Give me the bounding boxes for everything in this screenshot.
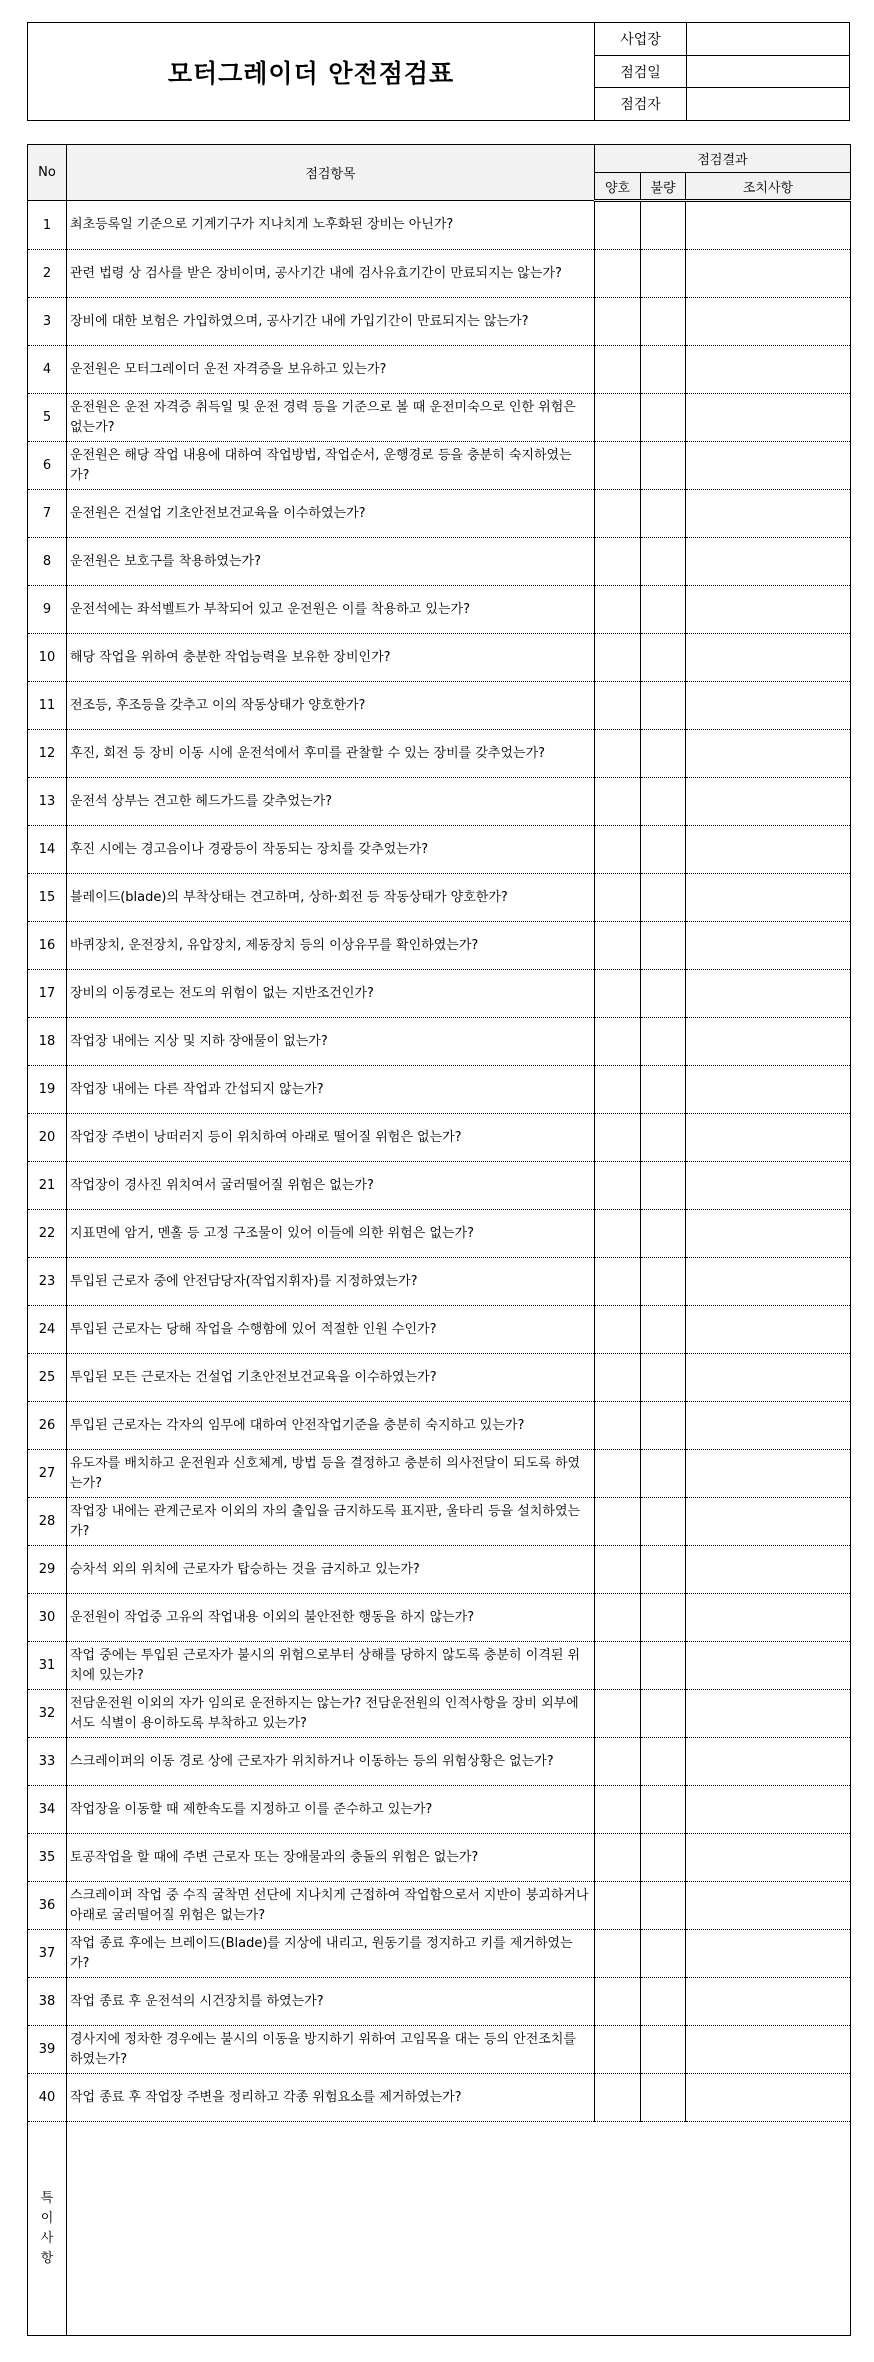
action-cell[interactable] bbox=[686, 1546, 851, 1594]
row-number: 22 bbox=[28, 1210, 67, 1258]
action-cell[interactable] bbox=[686, 538, 851, 586]
action-cell[interactable] bbox=[686, 682, 851, 730]
table-row bbox=[28, 922, 851, 970]
site-field[interactable] bbox=[687, 23, 849, 55]
row-number: 23 bbox=[28, 1258, 67, 1306]
col-good: 양호 bbox=[595, 173, 641, 201]
good-checkbox[interactable] bbox=[595, 922, 641, 970]
good-checkbox[interactable] bbox=[595, 538, 641, 586]
check-item: 운전원이 작업중 고유의 작업내용 이외의 불안전한 행동을 하지 않는가? bbox=[67, 1594, 595, 1642]
row-number: 3 bbox=[28, 298, 67, 346]
table-row bbox=[28, 1834, 851, 1882]
title-box bbox=[27, 22, 850, 121]
good-checkbox[interactable] bbox=[595, 1594, 641, 1642]
check-item: 해당 작업을 위하여 충분한 작업능력을 보유한 장비인가? bbox=[67, 634, 595, 682]
bad-checkbox[interactable] bbox=[641, 1642, 686, 1690]
remarks-row bbox=[28, 2122, 851, 2336]
row-number: 25 bbox=[28, 1354, 67, 1402]
action-cell[interactable] bbox=[686, 1690, 851, 1738]
bad-checkbox[interactable] bbox=[641, 922, 686, 970]
action-cell[interactable] bbox=[686, 874, 851, 922]
meta-row-inspector bbox=[595, 88, 849, 120]
bad-checkbox[interactable] bbox=[641, 970, 686, 1018]
good-checkbox[interactable] bbox=[595, 730, 641, 778]
good-checkbox[interactable] bbox=[595, 394, 641, 442]
action-cell[interactable] bbox=[686, 826, 851, 874]
row-number: 40 bbox=[28, 2074, 67, 2122]
bad-checkbox[interactable] bbox=[641, 2026, 686, 2074]
check-item: 운전원은 모터그레이더 운전 자격증을 보유하고 있는가? bbox=[67, 346, 595, 394]
good-checkbox[interactable] bbox=[595, 970, 641, 1018]
check-item: 작업장 내에는 관계근로자 이외의 자의 출입을 금지하도록 표지판, 울타리 등을 설치하였는가? bbox=[67, 1498, 595, 1546]
bad-checkbox[interactable] bbox=[641, 1498, 686, 1546]
remarks-label-char: 사 bbox=[40, 2230, 54, 2246]
row-number: 34 bbox=[28, 1786, 67, 1834]
good-checkbox[interactable] bbox=[595, 1738, 641, 1786]
table-row bbox=[28, 346, 851, 394]
field-label: 점검일 bbox=[595, 56, 687, 88]
meta-fields bbox=[595, 23, 849, 120]
table-row bbox=[28, 2026, 851, 2074]
bad-checkbox[interactable] bbox=[641, 394, 686, 442]
good-checkbox[interactable] bbox=[595, 1978, 641, 2026]
row-number: 27 bbox=[28, 1450, 67, 1498]
bad-checkbox[interactable] bbox=[641, 1738, 686, 1786]
good-checkbox[interactable] bbox=[595, 1930, 641, 1978]
good-checkbox[interactable] bbox=[595, 1306, 641, 1354]
check-item: 작업장 내에는 다른 작업과 간섭되지 않는가? bbox=[67, 1066, 595, 1114]
table-row bbox=[28, 730, 851, 778]
row-number: 35 bbox=[28, 1834, 67, 1882]
table-row bbox=[28, 442, 851, 490]
check-item: 투입된 근로자는 각자의 임무에 대하여 안전작업기준을 충분히 숙지하고 있는가? bbox=[67, 1402, 595, 1450]
action-cell[interactable] bbox=[686, 1978, 851, 2026]
action-cell[interactable] bbox=[686, 1066, 851, 1114]
remarks-label-char: 이 bbox=[40, 2210, 54, 2226]
checklist-table bbox=[27, 144, 851, 2336]
inspector-field[interactable] bbox=[687, 88, 849, 120]
action-cell[interactable] bbox=[686, 1258, 851, 1306]
table-row bbox=[28, 778, 851, 826]
row-number: 17 bbox=[28, 970, 67, 1018]
check-item: 작업장을 이동할 때 제한속도를 지정하고 이를 준수하고 있는가? bbox=[67, 1786, 595, 1834]
table-row bbox=[28, 394, 851, 442]
table-row bbox=[28, 201, 851, 250]
bad-checkbox[interactable] bbox=[641, 201, 686, 250]
bad-checkbox[interactable] bbox=[641, 1306, 686, 1354]
good-checkbox[interactable] bbox=[595, 1162, 641, 1210]
table-row bbox=[28, 970, 851, 1018]
table-row bbox=[28, 298, 851, 346]
row-number: 28 bbox=[28, 1498, 67, 1546]
bad-checkbox[interactable] bbox=[641, 1162, 686, 1210]
good-checkbox[interactable] bbox=[595, 826, 641, 874]
good-checkbox[interactable] bbox=[595, 1690, 641, 1738]
good-checkbox[interactable] bbox=[595, 1642, 641, 1690]
row-number: 4 bbox=[28, 346, 67, 394]
table-row bbox=[28, 1066, 851, 1114]
table-row bbox=[28, 1642, 851, 1690]
action-cell[interactable] bbox=[686, 1306, 851, 1354]
action-cell[interactable] bbox=[686, 1354, 851, 1402]
good-checkbox[interactable] bbox=[595, 1882, 641, 1930]
row-number: 12 bbox=[28, 730, 67, 778]
check-item: 토공작업을 할 때에 주변 근로자 또는 장애물과의 충돌의 위험은 없는가? bbox=[67, 1834, 595, 1882]
bad-checkbox[interactable] bbox=[641, 442, 686, 490]
action-cell[interactable] bbox=[686, 634, 851, 682]
action-cell[interactable] bbox=[686, 201, 851, 250]
good-checkbox[interactable] bbox=[595, 1498, 641, 1546]
bad-checkbox[interactable] bbox=[641, 826, 686, 874]
row-number: 15 bbox=[28, 874, 67, 922]
row-number: 5 bbox=[28, 394, 67, 442]
check-item: 운전원은 보호구를 착용하였는가? bbox=[67, 538, 595, 586]
action-cell[interactable] bbox=[686, 1498, 851, 1546]
bad-checkbox[interactable] bbox=[641, 1018, 686, 1066]
row-number: 14 bbox=[28, 826, 67, 874]
bad-checkbox[interactable] bbox=[641, 250, 686, 298]
check-item: 후진, 회전 등 장비 이동 시에 운전석에서 후미를 관찰할 수 있는 장비를 갖추었는가? bbox=[67, 730, 595, 778]
good-checkbox[interactable] bbox=[595, 1834, 641, 1882]
check-item: 작업 종료 후 운전석의 시건장치를 하였는가? bbox=[67, 1978, 595, 2026]
action-cell[interactable] bbox=[686, 1834, 851, 1882]
row-number: 26 bbox=[28, 1402, 67, 1450]
check-item: 운전원은 운전 자격증 취득일 및 운전 경력 등을 기준으로 볼 때 운전미숙으로 인한 위험은 없는가? bbox=[67, 394, 595, 442]
check-item: 승차석 외의 위치에 근로자가 탑승하는 것을 금지하고 있는가? bbox=[67, 1546, 595, 1594]
table-row bbox=[28, 874, 851, 922]
bad-checkbox[interactable] bbox=[641, 1690, 686, 1738]
page-title: 모터그레이더 안전점검표 bbox=[28, 23, 595, 120]
bad-checkbox[interactable] bbox=[641, 1450, 686, 1498]
table-row bbox=[28, 1306, 851, 1354]
check-item: 블레이드(blade)의 부착상태는 견고하며, 상하·회전 등 작동상태가 양호한가? bbox=[67, 874, 595, 922]
row-number: 16 bbox=[28, 922, 67, 970]
check-item: 후진 시에는 경고음이나 경광등이 작동되는 장치를 갖추었는가? bbox=[67, 826, 595, 874]
row-number: 21 bbox=[28, 1162, 67, 1210]
table-row bbox=[28, 682, 851, 730]
table-row bbox=[28, 1354, 851, 1402]
check-item: 투입된 근로자는 당해 작업을 수행함에 있어 적절한 인원 수인가? bbox=[67, 1306, 595, 1354]
bad-checkbox[interactable] bbox=[641, 1354, 686, 1402]
row-number: 24 bbox=[28, 1306, 67, 1354]
meta-row-date bbox=[595, 56, 849, 89]
action-cell[interactable] bbox=[686, 250, 851, 298]
row-number: 29 bbox=[28, 1546, 67, 1594]
bad-checkbox[interactable] bbox=[641, 1930, 686, 1978]
check-item: 작업 종료 후에는 브레이드(Blade)를 지상에 내리고, 원동기를 정지하고 키를 제거하였는가? bbox=[67, 1930, 595, 1978]
bad-checkbox[interactable] bbox=[641, 298, 686, 346]
check-item: 유도자를 배치하고 운전원과 신호체계, 방법 등을 결정하고 충분히 의사전달이 되도록 하였는가? bbox=[67, 1450, 595, 1498]
action-cell[interactable] bbox=[686, 1018, 851, 1066]
good-checkbox[interactable] bbox=[595, 778, 641, 826]
check-item: 작업장 내에는 지상 및 지하 장애물이 없는가? bbox=[67, 1018, 595, 1066]
good-checkbox[interactable] bbox=[595, 1546, 641, 1594]
table-row bbox=[28, 1738, 851, 1786]
action-cell[interactable] bbox=[686, 1594, 851, 1642]
action-cell[interactable] bbox=[686, 490, 851, 538]
action-cell[interactable] bbox=[686, 2026, 851, 2074]
row-number: 6 bbox=[28, 442, 67, 490]
good-checkbox[interactable] bbox=[595, 586, 641, 634]
row-number: 13 bbox=[28, 778, 67, 826]
bad-checkbox[interactable] bbox=[641, 1258, 686, 1306]
bad-checkbox[interactable] bbox=[641, 1594, 686, 1642]
meta-row-site bbox=[595, 23, 849, 56]
col-bad: 불량 bbox=[641, 173, 686, 201]
check-item: 바퀴장치, 운전장치, 유압장치, 제동장치 등의 이상유무를 확인하였는가? bbox=[67, 922, 595, 970]
action-cell[interactable] bbox=[686, 1738, 851, 1786]
good-checkbox[interactable] bbox=[595, 1402, 641, 1450]
action-cell[interactable] bbox=[686, 1786, 851, 1834]
bad-checkbox[interactable] bbox=[641, 1210, 686, 1258]
row-number: 39 bbox=[28, 2026, 67, 2074]
table-row bbox=[28, 250, 851, 298]
check-item: 작업 종료 후 작업장 주변을 정리하고 각종 위험요소를 제거하였는가? bbox=[67, 2074, 595, 2122]
row-number: 31 bbox=[28, 1642, 67, 1690]
bad-checkbox[interactable] bbox=[641, 1402, 686, 1450]
bad-checkbox[interactable] bbox=[641, 874, 686, 922]
table-row bbox=[28, 1402, 851, 1450]
row-number: 2 bbox=[28, 250, 67, 298]
bad-checkbox[interactable] bbox=[641, 682, 686, 730]
check-item: 투입된 모든 근로자는 건설업 기초안전보건교육을 이수하였는가? bbox=[67, 1354, 595, 1402]
col-action: 조치사항 bbox=[686, 173, 851, 201]
action-cell[interactable] bbox=[686, 586, 851, 634]
check-item: 지표면에 암거, 멘홀 등 고정 구조물이 있어 이들에 의한 위험은 없는가? bbox=[67, 1210, 595, 1258]
check-item: 작업장이 경사진 위치여서 굴러떨어질 위험은 없는가? bbox=[67, 1162, 595, 1210]
bad-checkbox[interactable] bbox=[641, 538, 686, 586]
row-number: 18 bbox=[28, 1018, 67, 1066]
table-row bbox=[28, 1114, 851, 1162]
bad-checkbox[interactable] bbox=[641, 2074, 686, 2122]
row-number: 1 bbox=[28, 201, 67, 250]
action-cell[interactable] bbox=[686, 1642, 851, 1690]
action-cell[interactable] bbox=[686, 730, 851, 778]
action-cell[interactable] bbox=[686, 2074, 851, 2122]
good-checkbox[interactable] bbox=[595, 442, 641, 490]
action-cell[interactable] bbox=[686, 394, 851, 442]
bad-checkbox[interactable] bbox=[641, 1066, 686, 1114]
field-label: 사업장 bbox=[595, 23, 687, 55]
action-cell[interactable] bbox=[686, 1930, 851, 1978]
check-item: 경사지에 정차한 경우에는 불시의 이동을 방지하기 위하여 고임목을 대는 등의 안전조치를 하였는가? bbox=[67, 2026, 595, 2074]
good-checkbox[interactable] bbox=[595, 682, 641, 730]
remarks-field[interactable] bbox=[67, 2122, 851, 2336]
good-checkbox[interactable] bbox=[595, 1210, 641, 1258]
check-item: 관련 법령 상 검사를 받은 장비이며, 공사기간 내에 검사유효기간이 만료되지는 않는가? bbox=[67, 250, 595, 298]
remarks-label-char: 항 bbox=[40, 2250, 54, 2266]
check-item: 전조등, 후조등을 갖추고 이의 작동상태가 양호한가? bbox=[67, 682, 595, 730]
table-row bbox=[28, 538, 851, 586]
check-item: 운전석에는 좌석벨트가 부착되어 있고 운전원은 이를 착용하고 있는가? bbox=[67, 586, 595, 634]
col-no: No bbox=[28, 145, 67, 201]
check-item: 작업장 주변이 낭떠러지 등이 위치하여 아래로 떨어질 위험은 없는가? bbox=[67, 1114, 595, 1162]
row-number: 10 bbox=[28, 634, 67, 682]
check-item: 투입된 근로자 중에 안전담당자(작업지휘자)를 지정하였는가? bbox=[67, 1258, 595, 1306]
good-checkbox[interactable] bbox=[595, 1786, 641, 1834]
check-item: 스크레이퍼 작업 중 수직 굴착면 선단에 지나치게 근접하여 작업함으로서 지반이 붕괴하거나 아래로 굴러떨어질 위험은 없는가? bbox=[67, 1882, 595, 1930]
row-number: 11 bbox=[28, 682, 67, 730]
bad-checkbox[interactable] bbox=[641, 1834, 686, 1882]
good-checkbox[interactable] bbox=[595, 1018, 641, 1066]
table-row bbox=[28, 826, 851, 874]
good-checkbox[interactable] bbox=[595, 2026, 641, 2074]
table-row bbox=[28, 1450, 851, 1498]
table-row bbox=[28, 1690, 851, 1738]
check-item: 장비의 이동경로는 전도의 위험이 없는 지반조건인가? bbox=[67, 970, 595, 1018]
action-cell[interactable] bbox=[686, 346, 851, 394]
bad-checkbox[interactable] bbox=[641, 490, 686, 538]
row-number: 36 bbox=[28, 1882, 67, 1930]
good-checkbox[interactable] bbox=[595, 634, 641, 682]
check-item: 스크레이퍼의 이동 경로 상에 근로자가 위치하거나 이동하는 등의 위험상황은 없는가? bbox=[67, 1738, 595, 1786]
good-checkbox[interactable] bbox=[595, 1114, 641, 1162]
check-item: 장비에 대한 보험은 가입하였으며, 공사기간 내에 가입기간이 만료되지는 않는가? bbox=[67, 298, 595, 346]
action-cell[interactable] bbox=[686, 1210, 851, 1258]
table-row bbox=[28, 1930, 851, 1978]
check-item: 최초등록일 기준으로 기계기구가 지나치게 노후화된 장비는 아닌가? bbox=[67, 201, 595, 250]
table-row bbox=[28, 2074, 851, 2122]
action-cell[interactable] bbox=[686, 442, 851, 490]
good-checkbox[interactable] bbox=[595, 1450, 641, 1498]
action-cell[interactable] bbox=[686, 298, 851, 346]
bad-checkbox[interactable] bbox=[641, 1882, 686, 1930]
date-field[interactable] bbox=[687, 56, 849, 88]
row-number: 37 bbox=[28, 1930, 67, 1978]
bad-checkbox[interactable] bbox=[641, 634, 686, 682]
remarks-label bbox=[28, 2122, 67, 2336]
action-cell[interactable] bbox=[686, 922, 851, 970]
table-row bbox=[28, 1210, 851, 1258]
good-checkbox[interactable] bbox=[595, 1354, 641, 1402]
row-number: 32 bbox=[28, 1690, 67, 1738]
table-row bbox=[28, 1546, 851, 1594]
table-row bbox=[28, 586, 851, 634]
action-cell[interactable] bbox=[686, 1402, 851, 1450]
row-number: 20 bbox=[28, 1114, 67, 1162]
action-cell[interactable] bbox=[686, 1882, 851, 1930]
table-row bbox=[28, 1018, 851, 1066]
bad-checkbox[interactable] bbox=[641, 346, 686, 394]
bad-checkbox[interactable] bbox=[641, 586, 686, 634]
check-item: 운전석 상부는 견고한 헤드가드를 갖추었는가? bbox=[67, 778, 595, 826]
table-row bbox=[28, 1786, 851, 1834]
row-number: 30 bbox=[28, 1594, 67, 1642]
bad-checkbox[interactable] bbox=[641, 1114, 686, 1162]
action-cell[interactable] bbox=[686, 778, 851, 826]
action-cell[interactable] bbox=[686, 1450, 851, 1498]
bad-checkbox[interactable] bbox=[641, 1546, 686, 1594]
row-number: 19 bbox=[28, 1066, 67, 1114]
table-row bbox=[28, 634, 851, 682]
action-cell[interactable] bbox=[686, 970, 851, 1018]
good-checkbox[interactable] bbox=[595, 1258, 641, 1306]
table-row bbox=[28, 1978, 851, 2026]
remarks-label-char: 특 bbox=[40, 2190, 54, 2206]
good-checkbox[interactable] bbox=[595, 346, 641, 394]
good-checkbox[interactable] bbox=[595, 298, 641, 346]
check-item: 운전원은 해당 작업 내용에 대하여 작업방법, 작업순서, 운행경로 등을 충분히 숙지하였는가? bbox=[67, 442, 595, 490]
table-row bbox=[28, 1594, 851, 1642]
bad-checkbox[interactable] bbox=[641, 1978, 686, 2026]
good-checkbox[interactable] bbox=[595, 201, 641, 250]
bad-checkbox[interactable] bbox=[641, 778, 686, 826]
table-row bbox=[28, 1258, 851, 1306]
table-row bbox=[28, 1882, 851, 1930]
table-row bbox=[28, 490, 851, 538]
check-item: 작업 중에는 투입된 근로자가 불시의 위험으로부터 상해를 당하지 않도록 충분히 이격된 위치에 있는가? bbox=[67, 1642, 595, 1690]
col-result: 점검결과 bbox=[595, 145, 851, 173]
row-number: 38 bbox=[28, 1978, 67, 2026]
col-item: 점검항목 bbox=[67, 145, 595, 201]
row-number: 8 bbox=[28, 538, 67, 586]
row-number: 7 bbox=[28, 490, 67, 538]
check-item: 전담운전원 이외의 자가 임의로 운전하지는 않는가? 전담운전원의 인적사항을 장비 외부에서도 식별이 용이하도록 부착하고 있는가? bbox=[67, 1690, 595, 1738]
action-cell[interactable] bbox=[686, 1162, 851, 1210]
good-checkbox[interactable] bbox=[595, 1066, 641, 1114]
action-cell[interactable] bbox=[686, 1114, 851, 1162]
good-checkbox[interactable] bbox=[595, 874, 641, 922]
table-row bbox=[28, 1162, 851, 1210]
check-item: 운전원은 건설업 기초안전보건교육을 이수하였는가? bbox=[67, 490, 595, 538]
good-checkbox[interactable] bbox=[595, 250, 641, 298]
table-row bbox=[28, 1498, 851, 1546]
bad-checkbox[interactable] bbox=[641, 1786, 686, 1834]
bad-checkbox[interactable] bbox=[641, 730, 686, 778]
field-label: 점검자 bbox=[595, 88, 687, 120]
row-number: 9 bbox=[28, 586, 67, 634]
good-checkbox[interactable] bbox=[595, 490, 641, 538]
row-number: 33 bbox=[28, 1738, 67, 1786]
good-checkbox[interactable] bbox=[595, 2074, 641, 2122]
